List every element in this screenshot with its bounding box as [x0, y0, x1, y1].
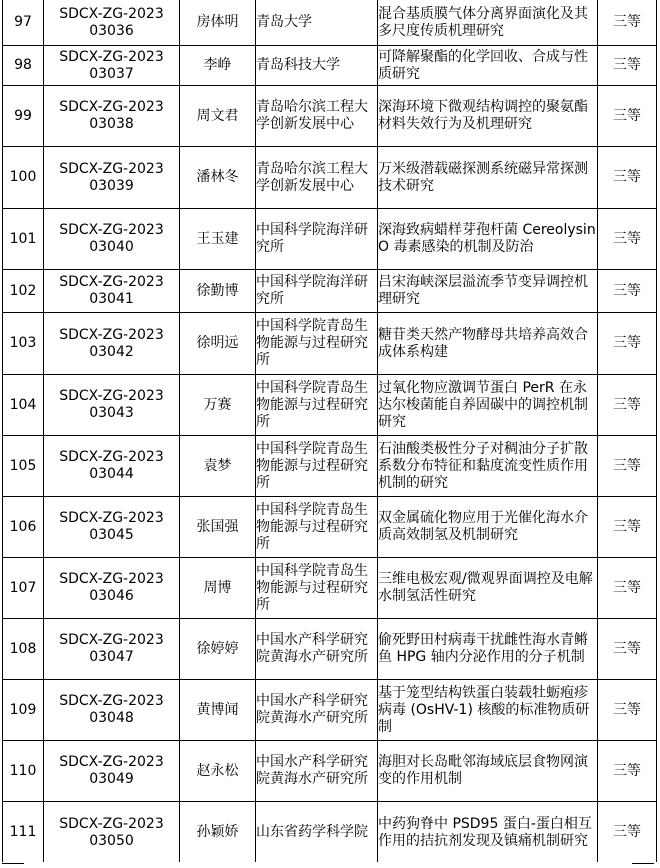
- table-row: [3, 86, 657, 147]
- project-code-line: 03048: [89, 710, 134, 726]
- project-code-line: 03041: [89, 291, 134, 307]
- person-name: 周博: [180, 558, 256, 619]
- table-row: [3, 147, 657, 209]
- project-code: [44, 0, 180, 46]
- project-code: [44, 46, 180, 86]
- project-topic: 基于笼型结构铁蛋白装载牡蛎疱疹病毒 (OsHV-1) 核酸的标准物质研制: [378, 680, 598, 741]
- project-code-line: 03043: [89, 405, 134, 421]
- project-code: [44, 209, 180, 270]
- project-code-line: SDCX-ZG-2023: [59, 160, 164, 177]
- table-body: [3, 0, 657, 864]
- organization: 青岛大学: [256, 0, 378, 46]
- project-code: [44, 619, 180, 680]
- project-code: [44, 436, 180, 497]
- row-number: 104: [3, 375, 44, 436]
- project-code-line: 03046: [89, 588, 134, 604]
- project-code-line: 03047: [89, 649, 134, 665]
- row-edge-mark: [632, 863, 654, 868]
- person-name: 张国强: [180, 497, 256, 558]
- project-code: [44, 313, 180, 375]
- project-code-line: SDCX-ZG-2023: [59, 274, 164, 290]
- project-topic: 海胆对长岛毗邻海域底层食物网演变的作用机制: [378, 741, 598, 802]
- award-grade: 三等: [598, 741, 657, 802]
- organization: 中国科学院青岛生物能源与过程研究所: [256, 497, 378, 558]
- award-table: [2, 0, 657, 864]
- row-number: 111: [3, 802, 44, 864]
- organization: 中国水产科学研究院黄海水产研究所: [256, 741, 378, 802]
- row-number: 105: [3, 436, 44, 497]
- award-grade: 三等: [598, 209, 657, 270]
- organization: 中国科学院青岛生物能源与过程研究所: [256, 436, 378, 497]
- row-number: 103: [3, 313, 44, 375]
- project-code: [44, 86, 180, 147]
- person-name: 徐明远: [180, 313, 256, 375]
- table-row: [3, 497, 657, 558]
- person-name: 袁梦: [180, 436, 256, 497]
- organization: 青岛哈尔滨工程大学创新发展中心: [256, 86, 378, 147]
- award-grade: 三等: [598, 802, 657, 864]
- project-code: [44, 802, 180, 864]
- organization: 青岛哈尔滨工程大学创新发展中心: [256, 147, 378, 209]
- person-name: 房体明: [180, 0, 256, 46]
- project-topic: 双金属硫化物应用于光催化海水介质高效制氢及机制研究: [378, 497, 598, 558]
- project-code-line: 03040: [89, 239, 134, 255]
- project-topic: 三维电极宏观/微观界面调控及电解水制氢活性研究: [378, 558, 598, 619]
- project-topic: 万米级潜载磁探测系统磁异常探测技术研究: [378, 147, 598, 209]
- project-code-line: 03045: [89, 527, 134, 543]
- award-grade: 三等: [598, 375, 657, 436]
- award-grade: 三等: [598, 680, 657, 741]
- table-row: [3, 680, 657, 741]
- project-topic: 中药狗脊中 PSD95 蛋白-蛋白相互作用的拮抗剂发现及镇痛机制研究: [378, 802, 598, 864]
- person-name: 李峥: [180, 46, 256, 86]
- project-code-line: SDCX-ZG-2023: [59, 326, 164, 343]
- project-code-line: SDCX-ZG-2023: [59, 99, 164, 115]
- organization: 中国水产科学研究院黄海水产研究所: [256, 680, 378, 741]
- project-code: [44, 497, 180, 558]
- organization: 中国科学院海洋研究所: [256, 209, 378, 270]
- project-topic: 吕宋海峡深层溢流季节变异调控机理研究: [378, 270, 598, 313]
- person-name: 黄博闻: [180, 680, 256, 741]
- project-code-line: 03037: [89, 65, 134, 82]
- project-code-line: SDCX-ZG-2023: [59, 222, 164, 238]
- table-row: [3, 46, 657, 86]
- award-grade: 三等: [598, 619, 657, 680]
- project-code: [44, 558, 180, 619]
- award-grade: 三等: [598, 0, 657, 46]
- table-row: [3, 802, 657, 864]
- row-number: 101: [3, 209, 44, 270]
- project-code-line: SDCX-ZG-2023: [59, 388, 164, 404]
- person-name: 徐婷婷: [180, 619, 256, 680]
- project-topic: 可降解聚酯的化学回收、合成与性质研究: [378, 46, 598, 86]
- row-number: 98: [3, 46, 44, 86]
- project-code-line: SDCX-ZG-2023: [59, 510, 164, 526]
- project-topic: 深海致病蜡样芽孢杆菌 Cereolysin O 毒素感染的机制及防治: [378, 209, 598, 270]
- table-row: [3, 375, 657, 436]
- project-code-line: SDCX-ZG-2023: [59, 754, 164, 770]
- row-number: 106: [3, 497, 44, 558]
- project-topic: 深海环境下微观结构调控的聚氨酯材料失效行为及机理研究: [378, 86, 598, 147]
- row-number: 108: [3, 619, 44, 680]
- table-row: [3, 558, 657, 619]
- project-topic: 混合基质膜气体分离界面演化及其多尺度传质机理研究: [378, 0, 598, 46]
- project-code-line: 03050: [89, 832, 134, 849]
- organization: 青岛科技大学: [256, 46, 378, 86]
- project-code-line: 03036: [89, 22, 134, 39]
- project-code: [44, 680, 180, 741]
- project-code-line: SDCX-ZG-2023: [59, 571, 164, 587]
- award-grade: 三等: [598, 86, 657, 147]
- project-code: [44, 375, 180, 436]
- project-code-line: SDCX-ZG-2023: [59, 5, 164, 22]
- project-code: [44, 147, 180, 209]
- project-topic: 糖苷类天然产物酵母共培养高效合成体系构建: [378, 313, 598, 375]
- organization: 中国科学院青岛生物能源与过程研究所: [256, 375, 378, 436]
- person-name: 潘林冬: [180, 147, 256, 209]
- award-grade: 三等: [598, 46, 657, 86]
- project-code-line: SDCX-ZG-2023: [59, 693, 164, 709]
- row-number: 100: [3, 147, 44, 209]
- organization: 山东省药学科学院: [256, 802, 378, 864]
- award-grade: 三等: [598, 436, 657, 497]
- person-name: 赵永松: [180, 741, 256, 802]
- award-grade: 三等: [598, 147, 657, 209]
- project-code-line: 03038: [89, 116, 134, 132]
- project-code-line: 03039: [89, 177, 134, 194]
- row-number: 107: [3, 558, 44, 619]
- table-row: [3, 270, 657, 313]
- award-grade: 三等: [598, 270, 657, 313]
- project-code-line: SDCX-ZG-2023: [59, 449, 164, 465]
- row-number: 99: [3, 86, 44, 147]
- table-row: [3, 436, 657, 497]
- project-code-line: 03044: [89, 466, 134, 482]
- project-code-line: SDCX-ZG-2023: [59, 815, 164, 832]
- organization: 中国科学院海洋研究所: [256, 270, 378, 313]
- organization: 中国水产科学研究院黄海水产研究所: [256, 619, 378, 680]
- table-row: [3, 741, 657, 802]
- table-row: [3, 209, 657, 270]
- row-edge-mark: [2, 863, 24, 868]
- person-name: 王玉建: [180, 209, 256, 270]
- organization: 中国科学院青岛生物能源与过程研究所: [256, 558, 378, 619]
- organization: 中国科学院青岛生物能源与过程研究所: [256, 313, 378, 375]
- project-topic: 过氧化物应激调节蛋白 PerR 在永达尔梭菌能自养固碳中的调控机制研究: [378, 375, 598, 436]
- row-number: 102: [3, 270, 44, 313]
- person-name: 孙颖娇: [180, 802, 256, 864]
- project-code-line: 03049: [89, 771, 134, 787]
- table-row: [3, 0, 657, 46]
- project-code-line: SDCX-ZG-2023: [59, 632, 164, 648]
- award-grade: 三等: [598, 313, 657, 375]
- project-topic: 石油酸类极性分子对稠油分子扩散系数分布特征和黏度流变性质作用机制的研究: [378, 436, 598, 497]
- person-name: 周文君: [180, 86, 256, 147]
- row-number: 109: [3, 680, 44, 741]
- person-name: 徐勤博: [180, 270, 256, 313]
- person-name: 万赛: [180, 375, 256, 436]
- project-code: [44, 270, 180, 313]
- project-code: [44, 741, 180, 802]
- award-grade: 三等: [598, 497, 657, 558]
- row-number: 97: [3, 0, 44, 46]
- next-page-edge: [0, 862, 660, 868]
- table-row: [3, 619, 657, 680]
- project-code-line: 03042: [89, 343, 134, 360]
- table-row: [3, 313, 657, 375]
- project-code-line: SDCX-ZG-2023: [59, 48, 164, 65]
- row-number: 110: [3, 741, 44, 802]
- project-topic: 偷死野田村病毒干扰雌性海水青鳉鱼 HPG 轴内分泌作用的分子机制: [378, 619, 598, 680]
- award-grade: 三等: [598, 558, 657, 619]
